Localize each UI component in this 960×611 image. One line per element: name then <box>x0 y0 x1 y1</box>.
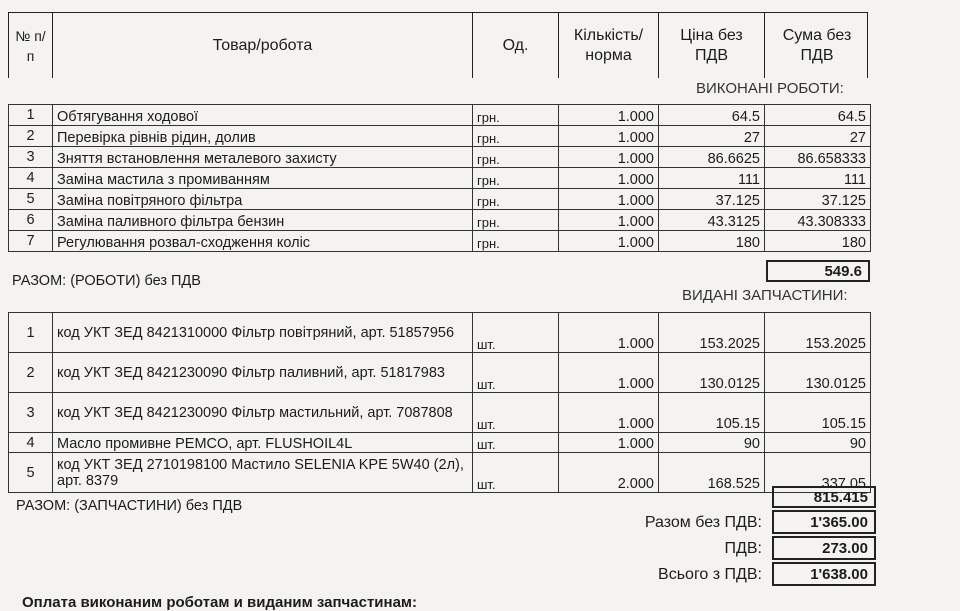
row-num: 1 <box>9 105 53 126</box>
vat-label: ПДВ: <box>724 540 762 557</box>
row-qty: 1.000 <box>559 210 659 231</box>
row-unit: шт. <box>473 453 559 493</box>
row-qty: 1.000 <box>559 126 659 147</box>
row-qty: 1.000 <box>559 147 659 168</box>
row-unit: шт. <box>473 353 559 393</box>
row-name: код УКТ ЗЕД 8421310000 Фільтр повітряний, арт. 51857956 <box>53 313 473 353</box>
row-name: Масло промивне PEMCO, арт. FLUSHOIL4L <box>53 433 473 453</box>
parts-row <box>9 353 871 393</box>
row-unit: грн. <box>473 210 559 231</box>
row-name: код УКТ ЗЕД 2710198100 Мастило SELENIA KPE 5W40 (2л), арт. 8379 <box>53 453 473 493</box>
parts-caption: ВИДАНІ ЗАПЧАСТИНИ: <box>682 287 848 304</box>
header-qty: Кількість/ норма <box>559 13 659 78</box>
works-table <box>8 104 871 252</box>
row-price: 64.5 <box>659 105 765 126</box>
parts-table <box>8 312 871 493</box>
row-unit: шт. <box>473 313 559 353</box>
row-qty: 1.000 <box>559 393 659 433</box>
row-unit: грн. <box>473 189 559 210</box>
row-num: 5 <box>9 453 53 493</box>
row-sum: 64.5 <box>765 105 871 126</box>
row-price: 130.0125 <box>659 353 765 393</box>
row-unit: шт. <box>473 393 559 433</box>
row-num: 4 <box>9 168 53 189</box>
row-name: Заміна мастила з промиванням <box>53 168 473 189</box>
parts-row <box>9 453 871 493</box>
row-qty: 1.000 <box>559 313 659 353</box>
row-num: 3 <box>9 147 53 168</box>
row-name: Обтягування ходової <box>53 105 473 126</box>
row-unit: грн. <box>473 168 559 189</box>
header-price: Ціна без ПДВ <box>659 13 765 78</box>
header-num: № п/п <box>9 13 53 78</box>
row-num: 3 <box>9 393 53 433</box>
row-name: код УКТ ЗЕД 8421230090 Фільтр паливний, арт. 51817983 <box>53 353 473 393</box>
row-sum: 337.05 <box>765 453 871 493</box>
works-row <box>9 126 871 147</box>
gross-value: 1'638.00 <box>772 562 876 586</box>
row-num: 7 <box>9 231 53 252</box>
row-unit: грн. <box>473 231 559 252</box>
works-row <box>9 189 871 210</box>
row-num: 1 <box>9 313 53 353</box>
row-name: Зняття встановлення металевого захисту <box>53 147 473 168</box>
row-sum: 180 <box>765 231 871 252</box>
row-price: 168.525 <box>659 453 765 493</box>
row-num: 2 <box>9 353 53 393</box>
row-sum: 105.15 <box>765 393 871 433</box>
works-row <box>9 231 871 252</box>
row-price: 180 <box>659 231 765 252</box>
row-name: Регулювання розвал-сходження коліс <box>53 231 473 252</box>
row-qty: 1.000 <box>559 105 659 126</box>
row-num: 4 <box>9 433 53 453</box>
header-item: Товар/робота <box>53 13 473 78</box>
parts-row <box>9 393 871 433</box>
row-price: 111 <box>659 168 765 189</box>
row-sum: 27 <box>765 126 871 147</box>
works-row <box>9 147 871 168</box>
row-price: 43.3125 <box>659 210 765 231</box>
row-price: 27 <box>659 126 765 147</box>
row-unit: шт. <box>473 433 559 453</box>
row-price: 153.2025 <box>659 313 765 353</box>
vat-value: 273.00 <box>772 536 876 560</box>
row-sum: 43.308333 <box>765 210 871 231</box>
row-qty: 1.000 <box>559 231 659 252</box>
works-total-label: РАЗОМ: (РОБОТИ) без ПДВ <box>12 273 201 289</box>
row-sum: 86.658333 <box>765 147 871 168</box>
row-name: Заміна паливного фільтра бензин <box>53 210 473 231</box>
row-sum: 37.125 <box>765 189 871 210</box>
row-name: Заміна повітряного фільтра <box>53 189 473 210</box>
row-unit: грн. <box>473 126 559 147</box>
row-name: код УКТ ЗЕД 8421230090 Фільтр мастильний, арт. 7087808 <box>53 393 473 433</box>
row-sum: 111 <box>765 168 871 189</box>
row-sum: 130.0125 <box>765 353 871 393</box>
row-price: 105.15 <box>659 393 765 433</box>
row-name: Перевірка рівнів рідин, долив <box>53 126 473 147</box>
header-unit: Од. <box>473 13 559 78</box>
gross-label: Всього з ПДВ: <box>658 566 762 583</box>
row-num: 5 <box>9 189 53 210</box>
row-price: 90 <box>659 433 765 453</box>
works-row <box>9 168 871 189</box>
works-caption: ВИКОНАНІ РОБОТИ: <box>696 80 844 97</box>
row-num: 2 <box>9 126 53 147</box>
net-value: 1'365.00 <box>772 510 876 534</box>
header-sum: Сума без ПДВ <box>782 26 852 64</box>
works-row <box>9 105 871 126</box>
row-qty: 1.000 <box>559 353 659 393</box>
row-price: 37.125 <box>659 189 765 210</box>
row-sum: 90 <box>765 433 871 453</box>
table-header <box>8 12 868 78</box>
works-total: 549.6 <box>766 260 870 282</box>
parts-total-label: РАЗОМ: (ЗАПЧАСТИНИ) без ПДВ <box>16 498 243 514</box>
row-unit: грн. <box>473 147 559 168</box>
row-qty: 2.000 <box>559 453 659 493</box>
works-row <box>9 210 871 231</box>
net-label: Разом без ПДВ: <box>644 514 762 531</box>
row-num: 6 <box>9 210 53 231</box>
row-price: 86.6625 <box>659 147 765 168</box>
row-unit: грн. <box>473 105 559 126</box>
row-qty: 1.000 <box>559 168 659 189</box>
footer-text: Оплата виконаним роботам и виданим запчастинам: <box>22 594 418 611</box>
row-sum: 153.2025 <box>765 313 871 353</box>
parts-row <box>9 313 871 353</box>
parts-total: 815.415 <box>772 486 876 508</box>
row-qty: 1.000 <box>559 189 659 210</box>
row-qty: 1.000 <box>559 433 659 453</box>
parts-row <box>9 433 871 453</box>
